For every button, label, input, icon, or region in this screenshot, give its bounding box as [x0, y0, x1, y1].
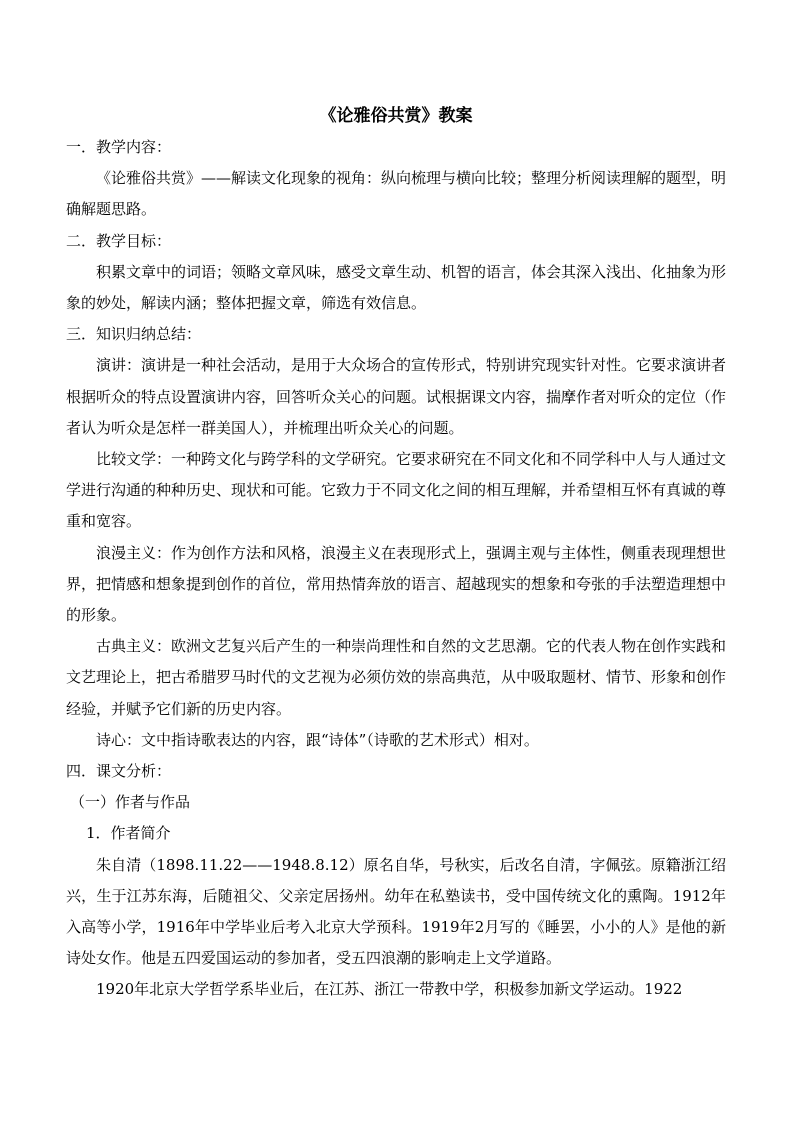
- page-title: 《论雅俗共赏》教案: [319, 106, 473, 126]
- document-page: [66, 100, 726, 1006]
- paragraph: 1920年北京大学哲学系毕业后，在江苏、浙江一带教中学，积极参加新文学运动。1922: [96, 980, 683, 999]
- paragraph: 浪漫主义：作为创作方法和风格，浪漫主义在表现形式上，强调主观与主体性，侧重表现理想世界，把情感和想象提到创作的首位，常用热情奔放的语言、超越现实的想象和夸张的手法塑造理想中的形象。: [66, 543, 727, 625]
- subsubsection-heading-author-intro: 1．作者简介: [86, 824, 171, 843]
- paragraph: 朱自清（1898.11.22——1948.8.12）原名自华，号秋实，后改名自清，字佩弦。原籍浙江绍兴，生于江苏东海，后随祖父、父亲定居扬州。幼年在私塾读书，受中国传统文化的熏陶。1912年入高等小学，1916年中学毕业后考入北京大学预科。1919年2月写的《睡罢，小小的人》是他的新诗处女作。他是五四爱国运动的参加者，受五四浪潮的影响走上文学道路。: [66, 855, 726, 968]
- paragraph: 诗心：文中指诗歌表达的内容，跟“诗体”（诗歌的艺术形式）相对。: [96, 730, 539, 749]
- section-heading-knowledge-summary: 三．知识归纳总结：: [66, 325, 202, 344]
- paragraph: 《论雅俗共赏》——解读文化现象的视角：纵向梳理与横向比较；整理分析阅读理解的题型，明确解题思路。: [66, 169, 727, 219]
- section-heading-teaching-content: 一．教学内容：: [66, 138, 172, 156]
- section-heading-teaching-goals: 二．教学目标：: [66, 231, 172, 250]
- paragraph: 演讲：演讲是一种社会活动，是用于大众场合的宣传形式，特别讲究现实针对性。它要求演讲者根据听众的特点设置演讲内容，回答听众关心的问题。试根据课文内容，揣摩作者对听众的定位（作者认为听众是怎样一群美国人），并梳理出听众关心的问题。: [66, 356, 727, 437]
- paragraph: 古典主义：欧洲文艺复兴后产生的一种崇尚理性和自然的文艺思潮。它的代表人物在创作实践和文艺理论上，把古希腊罗马时代的文艺视为必须仿效的崇高典范，从中吸取题材、情节、形象和创作经验，并赋予它们新的历史内容。: [66, 637, 727, 718]
- paragraph: 比较文学：一种跨文化与跨学科的文学研究。它要求研究在不同文化和不同学科中人与人通过文学进行沟通的种种历史、现状和可能。它致力于不同文化之间的相互理解，并希望相互怀有真诚的尊重和宽容。: [66, 450, 727, 531]
- paragraph: 积累文章中的词语；领略文章风味，感受文章生动、机智的语言，体会其深入浅出、化抽象为形象的妙处，解读内涵；整体把握文章，筛选有效信息。: [66, 262, 727, 313]
- section-heading-text-analysis: 四．课文分析：: [66, 762, 172, 781]
- subsection-heading-author-works: （一）作者与作品: [70, 793, 191, 812]
